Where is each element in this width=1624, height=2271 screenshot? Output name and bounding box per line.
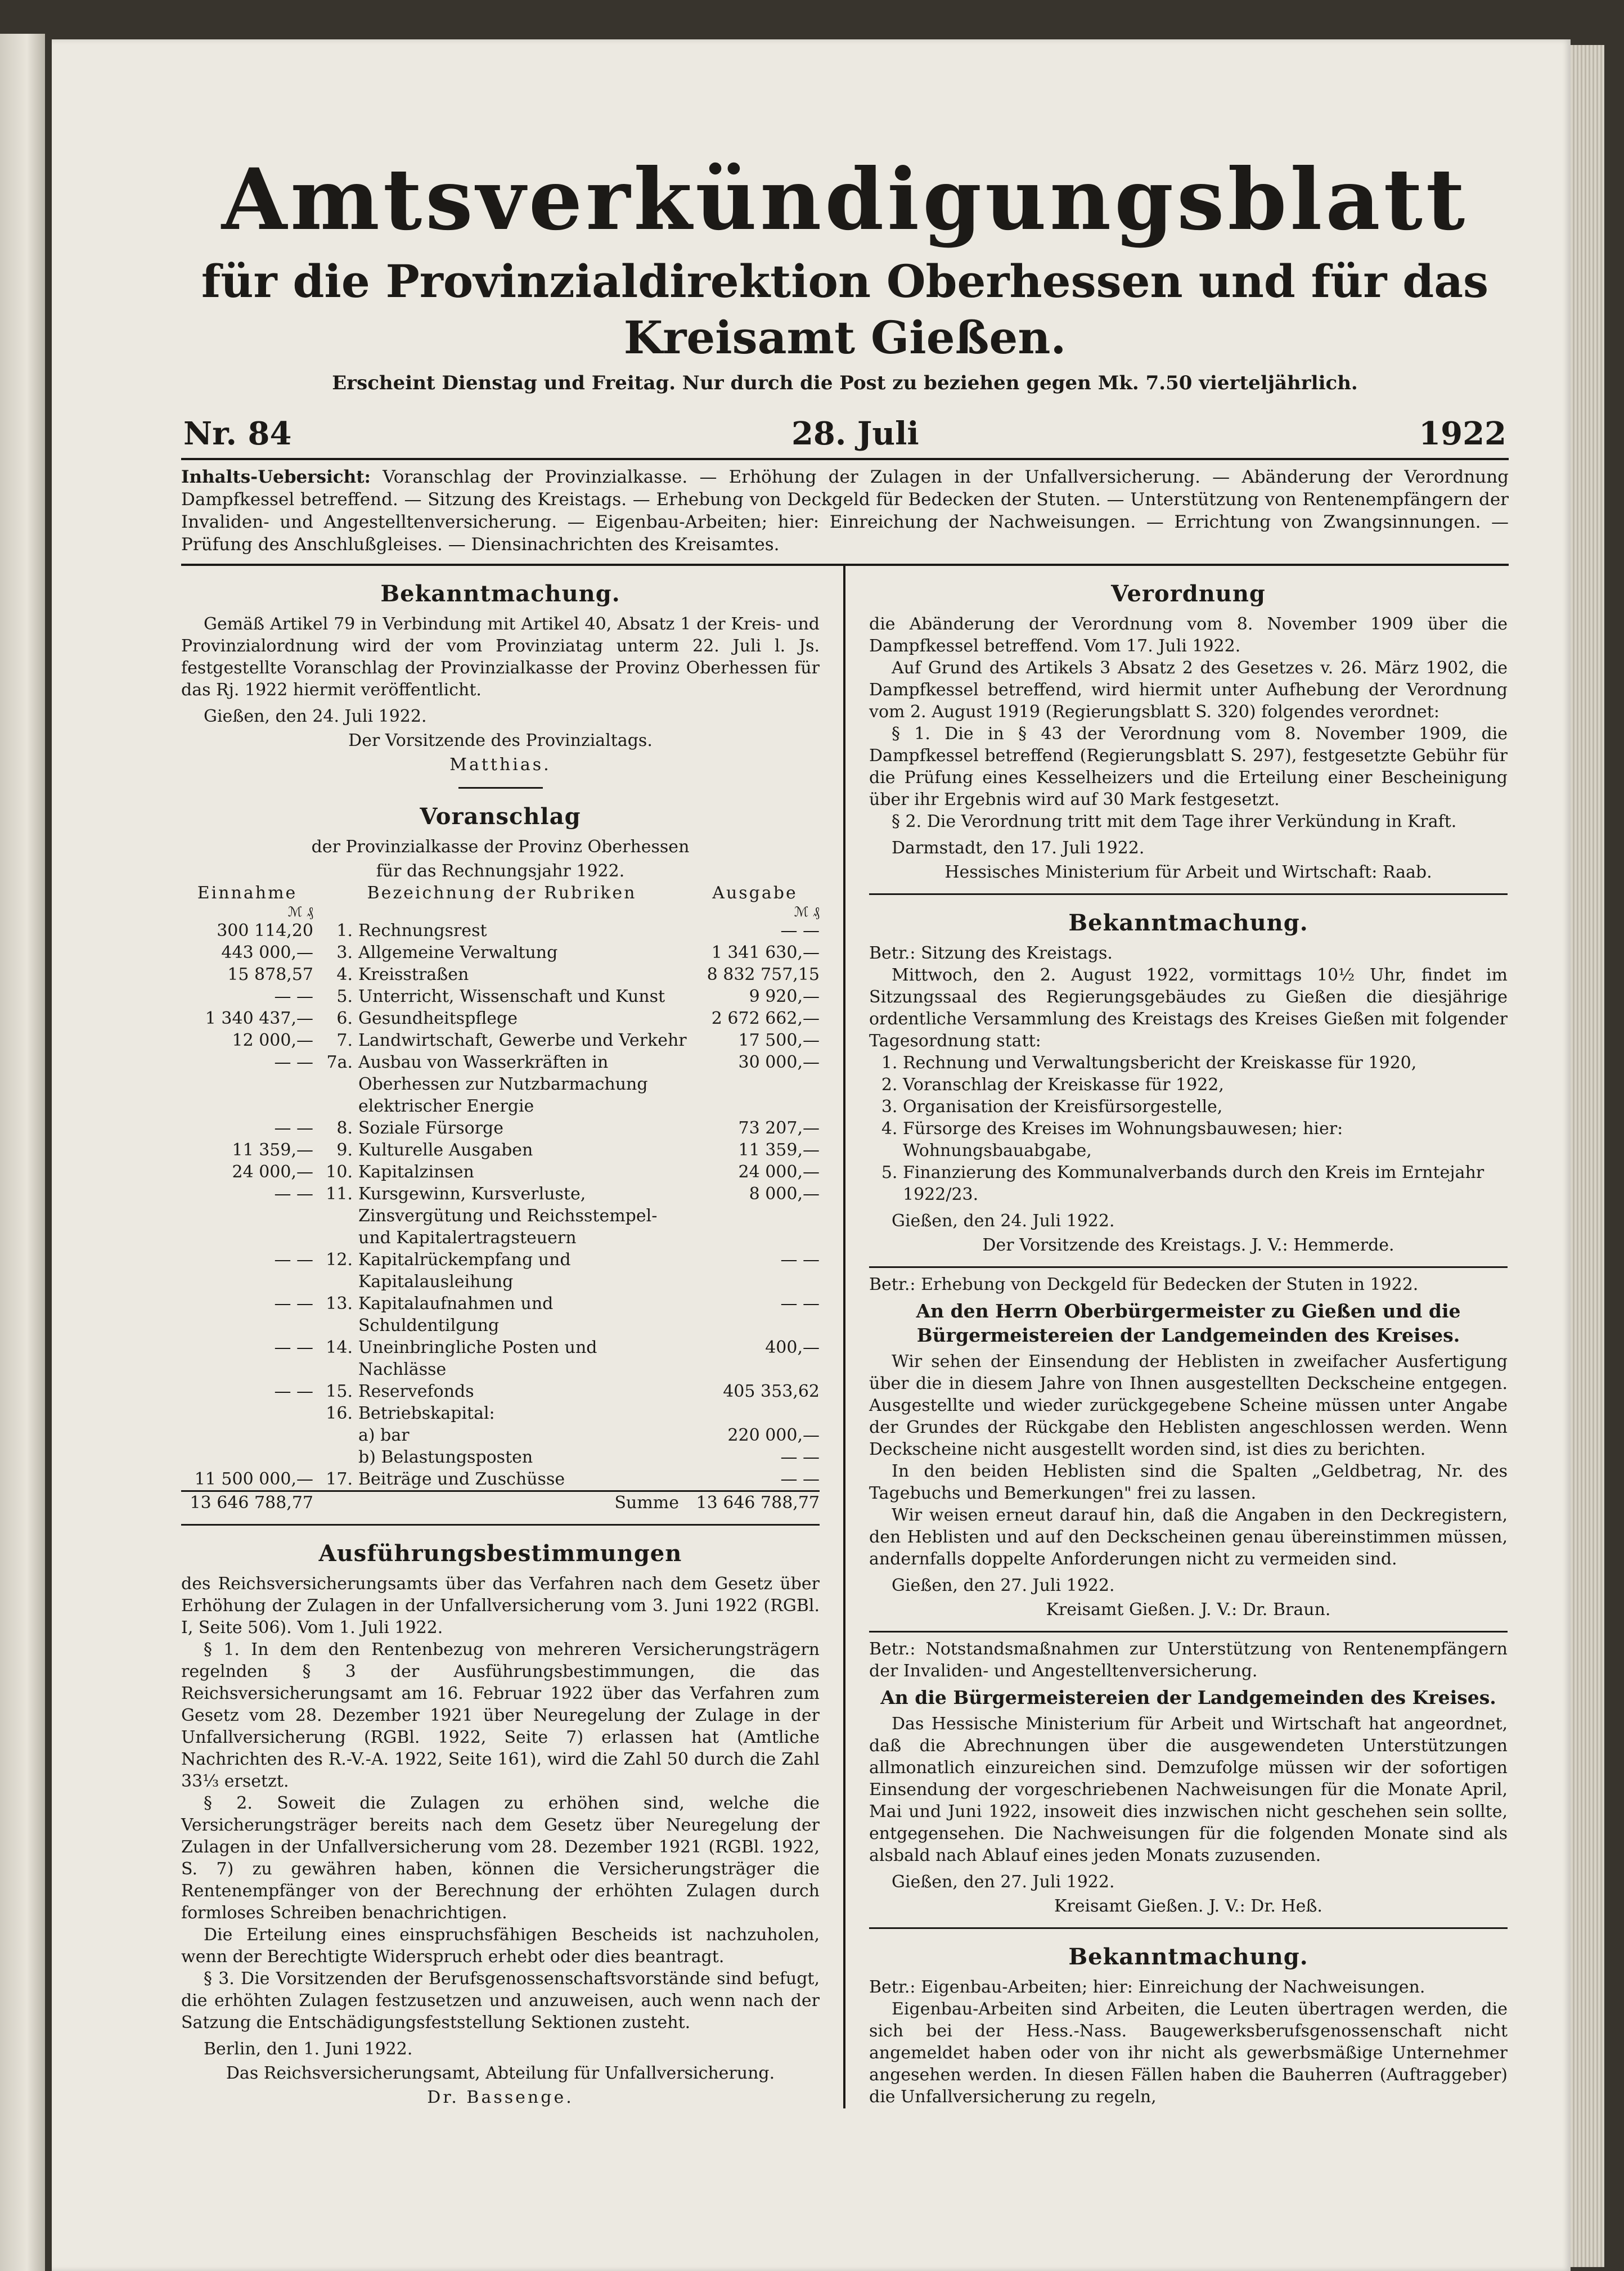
unit-label: ℳ ₰ bbox=[794, 904, 820, 920]
left-column bbox=[181, 566, 843, 2108]
budget-rubrik-number: 3. bbox=[336, 943, 353, 963]
budget-rubrik-label: Allgemeine Verwaltung bbox=[358, 943, 558, 963]
signer-title: Der Vorsitzende des Provinzialtags. bbox=[348, 731, 653, 750]
paragraph: § 2. Die Verordnung tritt mit dem Tage ihrer Verkündung in Kraft. bbox=[892, 812, 1457, 831]
budget-ausgabe: 220 000,— bbox=[727, 1425, 820, 1445]
issue-date: 28. Juli bbox=[791, 415, 919, 452]
divider bbox=[869, 1266, 1508, 1268]
budget-section bbox=[181, 801, 820, 1514]
budget-row bbox=[181, 1183, 820, 1249]
budget-total-row bbox=[181, 1491, 820, 1514]
budget-ausgabe: 24 000,— bbox=[738, 1162, 820, 1182]
paragraph: § 3. Die Vorsitzenden der Berufsgenossenschaftsvorstände sind befugt, die erhöhten Zulagen festzusetzen und anzuweisen, auch wenn nach der Satzung die Entschädigungsfeststellung Sektionen zusteht. bbox=[181, 1969, 820, 2032]
page-stack-edge bbox=[1571, 45, 1604, 2267]
budget-rubrik-number: 7. bbox=[336, 1031, 353, 1050]
budget-einnahme bbox=[181, 1446, 313, 1468]
section-title: Voranschlag bbox=[420, 803, 581, 830]
budget-ausgabe: 2 672 662,— bbox=[711, 1009, 820, 1028]
budget-rubrik-label: Kursgewinn, Kursverluste, Zinsvergütung und Reichsstempel- und Kapitalertragsteuern bbox=[358, 1184, 658, 1248]
announcement-kreistag bbox=[869, 907, 1508, 1256]
masthead bbox=[181, 146, 1509, 397]
budget-row bbox=[181, 1337, 820, 1380]
budget-row bbox=[181, 942, 820, 964]
signer-name: Hessisches Ministerium für Arbeit und Wirtschaft: Raab. bbox=[944, 862, 1432, 882]
budget-ausgabe: — — bbox=[780, 1250, 820, 1270]
budget-einnahme: 11 359,— bbox=[232, 1140, 313, 1160]
paragraph: Auf Grund des Artikels 3 Absatz 2 des Gesetzes v. 26. März 1902, die Dampfkessel betreffend, wird hiermit unter Aufhebung der Verordnung vom 2. August 1919 (Regierungsblatt S. 320) folgendes verordnet: bbox=[869, 658, 1508, 722]
addressee: An die Bürgermeistereien der Landgemeinden des Kreises. bbox=[880, 1687, 1496, 1708]
paragraph: § 1. Die in § 43 der Verordnung vom 8. November 1909, die Dampfkessel betreffend (Regierungsblatt S. 297), festgesetzte Gebühr für die Prüfung eines Kesselheizers und die Erteilung einer Bescheinigung über ihr Ergebnis wird auf 30 Mark festgesetzt. bbox=[869, 724, 1508, 810]
authority: Das Reichsversicherungsamt, Abteilung für Unfallversicherung. bbox=[226, 2063, 775, 2083]
budget-einnahme: 12 000,— bbox=[232, 1031, 313, 1050]
signer-name: Matthias. bbox=[449, 755, 551, 775]
budget-rubrik-number: 1. bbox=[336, 921, 353, 941]
budget-einnahme: — — bbox=[274, 1184, 313, 1204]
masthead-title: Amtsverkündigungsblatt bbox=[221, 150, 1469, 249]
total-ausgabe: 13 646 788,77 bbox=[690, 1491, 820, 1514]
budget-rubrik-label: Gesundheitspflege bbox=[358, 1009, 518, 1028]
intro-text: des Reichsversicherungsamts über das Verfahren nach dem Gesetz über Erhöhung der Zulagen in der Unfallversicherung vom 3. Juni 1922 (RGBl. I, Seite 506). Vom 1. Juli 1922. bbox=[181, 1574, 820, 1638]
budget-einnahme: 11 500 000,— bbox=[194, 1469, 313, 1489]
paragraph: § 1. In dem den Rentenbezug von mehreren Versicherungsträgern regelnden § 3 der Ausführungsbestimmungen, die das Reichsversicherungsamt am 16. Februar 1922 über das Verfahren zum Gesetz vom 28. Dezember 1921 über Neuregelung der Zulage in der Unfallversicherung (RGBl. 1922, Seite 7) erlassen hat (Amtliche Nachrichten des R.-V.-A. 1922, Seite 161), wird die Zahl 50 durch die Zahl 33⅓ ersetzt. bbox=[181, 1640, 820, 1791]
budget-ausgabe: 400,— bbox=[765, 1338, 820, 1357]
budget-einnahme: — — bbox=[274, 1118, 313, 1138]
budget-rubrik-number: 7a. bbox=[326, 1053, 353, 1072]
budget-ausgabe: 73 207,— bbox=[738, 1118, 820, 1138]
budget-row bbox=[181, 1293, 820, 1337]
budget-einnahme bbox=[181, 1402, 313, 1424]
subject-line: Betr.: Erhebung von Deckgeld für Bedecken der Stuten in 1922. bbox=[869, 1275, 1419, 1294]
list-item: 4. Fürsorge des Kreises im Wohnungsbauwesen; hier: Wohnungsbauabgabe, bbox=[903, 1118, 1508, 1162]
budget-rubrik-label: Uneinbringliche Posten und Nachlässe bbox=[358, 1338, 597, 1379]
divider bbox=[869, 1927, 1508, 1929]
section-title: Bekanntmachung. bbox=[1068, 910, 1308, 936]
budget-rubrik-label: Kapitalzinsen bbox=[358, 1162, 474, 1182]
paragraph: Mittwoch, den 2. August 1922, vormittags 10½ Uhr, findet im Sitzungssaal des Regierungsgebäudes zu Gießen die diesjährige ordentliche Versammlung des Kreistags des Kreises Gießen mit folgender Tagesordnung statt: bbox=[869, 965, 1508, 1051]
budget-rubrik-number bbox=[313, 1424, 358, 1446]
budget-ausgabe bbox=[690, 1402, 820, 1424]
signer-name: Kreisamt Gießen. J. V.: Dr. Braun. bbox=[1046, 1600, 1331, 1620]
budget-rubrik-label: Soziale Fürsorge bbox=[358, 1118, 504, 1138]
issue-bar bbox=[181, 414, 1509, 460]
budget-row bbox=[181, 1380, 820, 1402]
budget-einnahme: — — bbox=[274, 1382, 313, 1401]
agenda-list bbox=[869, 1052, 1508, 1206]
paragraph: Eigenbau-Arbeiten sind Arbeiten, die Leuten übertragen werden, die sich bei der Hess.-Nass. Baugewerksberufsgenossenschaft nicht angemeldet haben oder von ihr nicht als gewerbsmäßige Unternehmer angesehen werden. In diesen Fällen haben die Bauherren (Auftraggeber) die Unfallversicherung zu regeln, bbox=[869, 1999, 1508, 2107]
budget-rubrik-label: a) bar bbox=[358, 1425, 410, 1445]
list-item: 3. Organisation der Kreisfürsorgestelle, bbox=[903, 1096, 1508, 1118]
signer-name: Dr. Bassenge. bbox=[427, 2088, 574, 2107]
budget-row bbox=[181, 1468, 820, 1491]
page-content bbox=[181, 146, 1509, 2108]
table-of-contents bbox=[181, 466, 1509, 566]
budget-rubrik-label: Kulturelle Ausgaben bbox=[358, 1140, 533, 1160]
place-date: Darmstadt, den 17. Juli 1922. bbox=[892, 838, 1145, 858]
place-date: Gießen, den 27. Juli 1922. bbox=[892, 1576, 1115, 1595]
budget-einnahme: — — bbox=[274, 1250, 313, 1270]
budget-rubrik-number: 11. bbox=[326, 1184, 353, 1204]
budget-rubrik-number: 4. bbox=[336, 965, 353, 984]
announcement-eigenbau bbox=[869, 1941, 1508, 2108]
verordnung-dampfkessel bbox=[869, 578, 1508, 883]
divider bbox=[458, 787, 543, 789]
paragraph: § 2. Soweit die Zulagen zu erhöhen sind, welche die Versicherungsträger bereits nach dem Gesetz über Neuregelung der Zulagen in der Unfallversicherung vom 28. Dezember 1921 (RGBl. 1922, S. 7) zu gewähren haben, können die Versicherungsträger die Rentenempfänger von der Berechnung der erhöhten Zulagen durch formloses Schreiben benachrichtigen. bbox=[181, 1793, 820, 1923]
total-einnahme: 13 646 788,77 bbox=[181, 1491, 313, 1514]
announcement-body: Gemäß Artikel 79 in Verbindung mit Artikel 40, Absatz 1 der Kreis- und Provinzialordnung wird der vom Provinziatag unterm 22. Juli l. Js. festgestellte Voranschlag der Provinzialkasse der Provinz Oberhessen für das Rj. 1922 hiermit veröffentlicht. bbox=[181, 614, 820, 700]
budget-einnahme: 15 878,57 bbox=[227, 965, 313, 984]
list-item: 1. Rechnung und Verwaltungsbericht der Kreiskasse für 1920, bbox=[903, 1052, 1508, 1074]
paragraph: In den beiden Heblisten sind die Spalten „Geldbetrag, Nr. des Tagebuchs und Bemerkungen" frei zu lassen. bbox=[869, 1461, 1508, 1503]
budget-ausgabe: — — bbox=[780, 1469, 820, 1489]
budget-rubrik-number bbox=[313, 1446, 358, 1468]
budget-rubrik-label: Unterricht, Wissenschaft und Kunst bbox=[358, 987, 665, 1006]
paragraph: Wir weisen erneut darauf hin, daß die Angaben in den Deckregistern, den Heblisten und auf den Deckscheinen genau übereinstimmen müssen, andernfalls doppelte Anforderungen nicht zu vermeiden sind. bbox=[869, 1505, 1508, 1569]
budget-rubrik-label: Ausbau von Wasserkräften in Oberhessen zur Nutzbarmachung elektrischer Energie bbox=[358, 1053, 648, 1116]
budget-einnahme: 24 000,— bbox=[232, 1162, 313, 1182]
announcement-provinzialtag bbox=[181, 578, 820, 789]
list-item: 5. Finanzierung des Kommunalverbands durch den Kreis im Erntejahr 1922/23. bbox=[903, 1162, 1508, 1206]
budget-row bbox=[181, 964, 820, 986]
subject-line: Betr.: Eigenbau-Arbeiten; hier: Einreichung der Nachweisungen. bbox=[869, 1977, 1425, 1997]
addressee: An den Herrn Oberbürgermeister zu Gießen und die Bürgermeistereien der Landgemeinden des Kreises. bbox=[916, 1300, 1461, 1346]
budget-table bbox=[181, 882, 820, 1514]
budget-einnahme: — — bbox=[274, 1294, 313, 1314]
toc-text: Voranschlag der Provinzialkasse. — Erhöhung der Zulagen in der Unfallversicherung. — Abänderung der Verordnung Dampfkessel betreffend. — Sitzung des Kreistags. — Erhebung von Deckgeld für Bedecken der Stuten. — Unterstützung von Rentenempfängern der Invaliden- und Angestelltenversicherung. — Eigenbau-Arbeiten; hier: Einreichung der Nachweisungen. — Errichtung von Zwangsinnungen. — Prüfung des Anschlußgleises. — Diensinachrichten des Kreisamtes. bbox=[181, 467, 1509, 555]
budget-rubrik-label: Kapitalaufnahmen und Schuldentilgung bbox=[358, 1294, 554, 1335]
budget-header-row bbox=[181, 882, 820, 904]
budget-einnahme bbox=[181, 1424, 313, 1446]
budget-rubrik-number: 8. bbox=[336, 1118, 353, 1138]
subject-line: Betr.: Sitzung des Kreistags. bbox=[869, 943, 1113, 963]
section-title: Bekanntmachung. bbox=[1068, 1944, 1308, 1970]
divider bbox=[181, 1524, 820, 1526]
budget-rubrik-label: Beiträge und Zuschüsse bbox=[358, 1469, 565, 1489]
issue-number: Nr. 84 bbox=[183, 415, 292, 452]
budget-ausgabe: 405 353,62 bbox=[723, 1382, 820, 1401]
budget-rubrik-number: 5. bbox=[336, 987, 353, 1006]
notice-deckgeld bbox=[869, 1274, 1508, 1621]
total-label: Summe bbox=[358, 1491, 690, 1514]
budget-rubrik-label: Reservefonds bbox=[358, 1382, 474, 1401]
budget-ausgabe: — — bbox=[780, 921, 820, 941]
budget-rubrik-label: Kreisstraßen bbox=[358, 965, 469, 984]
column-header-einnahme: Einnahme bbox=[197, 883, 298, 903]
budget-rubrik-label: Kapitalrückempfang und Kapitalausleihung bbox=[358, 1250, 571, 1292]
budget-ausgabe: 17 500,— bbox=[738, 1031, 820, 1050]
budget-row bbox=[181, 1249, 820, 1293]
budget-ausgabe: — — bbox=[780, 1447, 820, 1467]
intro-text: die Abänderung der Verordnung vom 8. November 1909 über die Dampfkessel betreffend. Vom 17. Juli 1922. bbox=[869, 614, 1508, 656]
budget-row bbox=[181, 1161, 820, 1183]
newspaper-page bbox=[52, 39, 1571, 2271]
budget-rubrik-number: 13. bbox=[326, 1294, 353, 1314]
budget-row bbox=[181, 1029, 820, 1051]
toc-label: Inhalts-Uebersicht: bbox=[181, 467, 371, 487]
budget-ausgabe: 8 000,— bbox=[749, 1184, 820, 1204]
budget-ausgabe: 11 359,— bbox=[738, 1140, 820, 1160]
budget-rubrik-number: 16. bbox=[326, 1404, 353, 1423]
budget-row bbox=[181, 1424, 820, 1446]
budget-einnahme: — — bbox=[274, 987, 313, 1006]
budget-rubrik-number: 12. bbox=[326, 1250, 353, 1270]
budget-row bbox=[181, 920, 820, 942]
budget-einnahme: — — bbox=[274, 1338, 313, 1357]
budget-rubrik-number: 14. bbox=[326, 1338, 353, 1357]
paragraph: Die Erteilung eines einspruchsfähigen Bescheids ist nachzuholen, wenn der Berechtigte Widerspruch erhebt oder dies beantragt. bbox=[181, 1925, 820, 1967]
budget-rubrik-number: 17. bbox=[326, 1469, 353, 1489]
budget-ausgabe: 1 341 630,— bbox=[711, 943, 820, 963]
ausfuehrungsbestimmungen bbox=[181, 1538, 820, 2108]
place-date: Gießen, den 27. Juli 1922. bbox=[892, 1872, 1115, 1892]
budget-row bbox=[181, 986, 820, 1008]
budget-row bbox=[181, 1051, 820, 1117]
subject-line: Betr.: Notstandsmaßnahmen zur Unterstützung von Rentenempfängern der Invaliden- und Angestelltenversicherung. bbox=[869, 1639, 1508, 1681]
budget-rubrik-label: Rechnungsrest bbox=[358, 921, 487, 941]
budget-einnahme: — — bbox=[274, 1053, 313, 1072]
list-item: 2. Voranschlag der Kreiskasse für 1922, bbox=[903, 1074, 1508, 1096]
budget-ausgabe: 9 920,— bbox=[749, 987, 820, 1006]
budget-row bbox=[181, 1402, 820, 1424]
budget-einnahme: 443 000,— bbox=[221, 943, 313, 963]
budget-rubrik-label: Landwirtschaft, Gewerbe und Verkehr bbox=[358, 1031, 687, 1050]
budget-row bbox=[181, 1008, 820, 1029]
place-date: Gießen, den 24. Juli 1922. bbox=[892, 1211, 1115, 1231]
section-title: Verordnung bbox=[1111, 581, 1266, 607]
budget-rubrik-number: 15. bbox=[326, 1382, 353, 1401]
budget-rubrik-label: b) Belastungsposten bbox=[358, 1447, 533, 1467]
budget-subtitle: der Provinzialkasse der Provinz Oberhessen bbox=[311, 837, 690, 857]
budget-subtitle: für das Rechnungsjahr 1922. bbox=[376, 861, 625, 881]
budget-einnahme: 1 340 437,— bbox=[205, 1009, 313, 1028]
place-date: Gießen, den 24. Juli 1922. bbox=[204, 707, 427, 726]
place-date: Berlin, den 1. Juni 1922. bbox=[204, 2039, 413, 2059]
budget-row bbox=[181, 1446, 820, 1468]
divider bbox=[869, 893, 1508, 895]
budget-unit-row bbox=[181, 904, 820, 920]
issue-year: 1922 bbox=[1419, 415, 1506, 452]
budget-row bbox=[181, 1117, 820, 1139]
section-title: Bekanntmachung. bbox=[380, 581, 620, 607]
masthead-subtitle: für die Provinzialdirektion Oberhessen und für das Kreisamt Gießen. bbox=[201, 255, 1489, 364]
budget-ausgabe: 30 000,— bbox=[738, 1053, 820, 1072]
budget-row bbox=[181, 1139, 820, 1161]
budget-ausgabe: 8 832 757,15 bbox=[707, 965, 820, 984]
budget-rubrik-number: 10. bbox=[326, 1162, 353, 1182]
signer-name: Der Vorsitzende des Kreistags. J. V.: Hemmerde. bbox=[982, 1235, 1394, 1255]
facing-page-edge bbox=[0, 34, 45, 2271]
unit-label: ℳ ₰ bbox=[287, 904, 313, 920]
section-title: Ausführungsbestimmungen bbox=[318, 1540, 682, 1567]
right-column bbox=[843, 566, 1508, 2108]
column-header-bezeichnung: Bezeichnung der Rubriken bbox=[367, 883, 637, 903]
paragraph: Wir sehen der Einsendung der Heblisten in zweifacher Ausfertigung über die in diesem Jahre von Ihnen ausgestellten Deckscheine entgegen. Ausgestellte und wieder zurückgegebene Scheine müssen unter Angabe der Grundes der Rückgabe den Heblisten angeschlossen werden. Wenn Deckscheine nicht ausgestellt worden sind, ist dies zu berichten. bbox=[869, 1352, 1508, 1459]
budget-rubrik-number: 9. bbox=[336, 1140, 353, 1160]
budget-einnahme: 300 114,20 bbox=[217, 921, 313, 941]
divider bbox=[869, 1631, 1508, 1633]
budget-rubrik-number: 6. bbox=[336, 1009, 353, 1028]
signer-name: Kreisamt Gießen. J. V.: Dr. Heß. bbox=[1054, 1896, 1322, 1916]
notice-notstand bbox=[869, 1638, 1508, 1917]
column-header-ausgabe: Ausgabe bbox=[712, 883, 798, 903]
paragraph: Das Hessische Ministerium für Arbeit und Wirtschaft hat angeordnet, daß die Abrechnungen über die ausgewendeten Unterstützungen allmonatlich einzureichen sind. Demzufolge müssen wir der sofortigen Einsendung der vorgeschriebenen Nachweisungen für die Monate April, Mai und Juni 1922, insoweit dies inzwischen nicht geschehen sein sollte, entgegensehen. Die Nachweisungen für die folgenden Monate sind als alsbald nach Ablauf eines jeden Monats zuzusenden. bbox=[869, 1714, 1508, 1865]
two-column-body bbox=[181, 566, 1509, 2108]
publication-note: Erscheint Dienstag und Freitag. Nur durch die Post zu beziehen gegen Mk. 7.50 vierteljährlich. bbox=[332, 372, 1358, 394]
budget-rubrik-label: Betriebskapital: bbox=[358, 1404, 495, 1423]
budget-ausgabe: — — bbox=[780, 1294, 820, 1314]
